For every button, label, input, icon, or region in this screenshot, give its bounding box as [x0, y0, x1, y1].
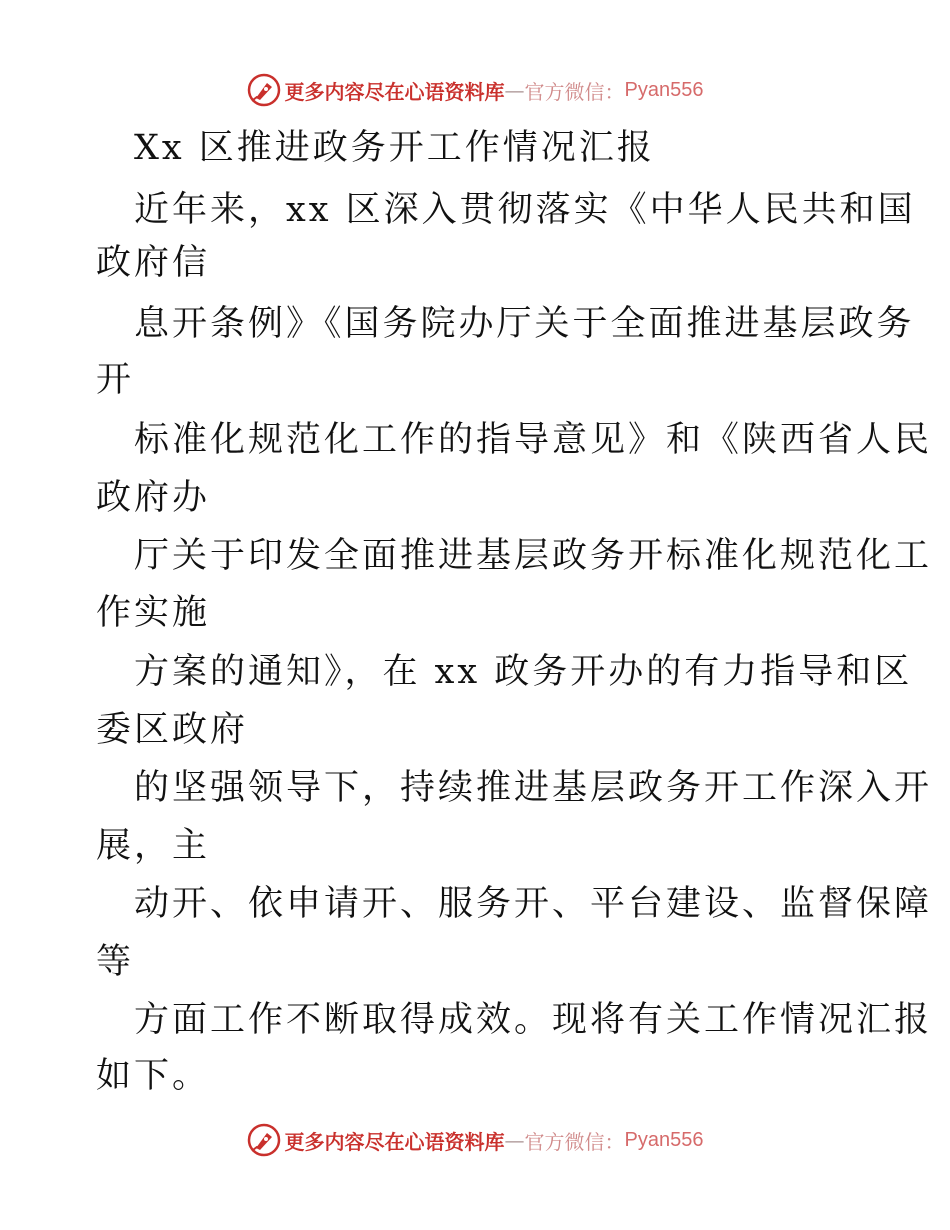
watermark-label: 官方微信： — [524, 79, 625, 104]
document-title: Xx 区推进政务开工作情况汇报 — [134, 128, 655, 168]
paragraph-line: 厅关于印发全面推进基层政务开标准化规范化工 — [134, 536, 933, 576]
paragraph-line: 等 — [96, 942, 135, 982]
paragraph-line: 开 — [96, 360, 135, 400]
paragraph-line: 作实施 — [96, 593, 211, 633]
watermark-main-text: 更多内容尽在心语资料库 — [284, 1129, 505, 1154]
paragraph-line: 政府办 — [96, 478, 211, 518]
paragraph-line: 标准化规范化工作的指导意见》和《陕西省人民 — [134, 420, 933, 460]
paragraph-line: 近年来，xx 区深入贯彻落实《中华人民共和国 — [134, 190, 916, 230]
header-watermark — [0, 68, 950, 112]
paragraph-line: 展，主 — [96, 826, 211, 866]
paragraph-line: 委区政府 — [96, 710, 249, 750]
pen-nib-icon — [247, 73, 281, 107]
watermark-separator: — — [504, 1128, 525, 1152]
paragraph-line: 息开条例》《国务院办厅关于全面推进基层政务 — [134, 304, 915, 344]
watermark-handle: Pyan556 — [624, 1128, 704, 1151]
watermark-handle: Pyan556 — [624, 78, 704, 101]
pen-nib-icon — [247, 1123, 281, 1157]
footer-watermark — [0, 1118, 950, 1162]
watermark-separator: — — [504, 78, 525, 102]
paragraph-line: 动开、依申请开、服务开、平台建设、监督保障 — [134, 884, 933, 924]
watermark-label: 官方微信： — [524, 1129, 625, 1154]
paragraph-line: 方案的通知》，在 xx 政务开办的有力指导和区 — [134, 652, 913, 692]
paragraph-line: 方面工作不断取得成效。现将有关工作情况汇报 — [134, 1000, 933, 1040]
paragraph-line: 政府信 — [96, 243, 211, 283]
watermark-main-text: 更多内容尽在心语资料库 — [284, 79, 505, 104]
paragraph-line: 的坚强领导下，持续推进基层政务开工作深入开 — [134, 768, 933, 808]
paragraph-line: 如下。 — [96, 1056, 211, 1096]
